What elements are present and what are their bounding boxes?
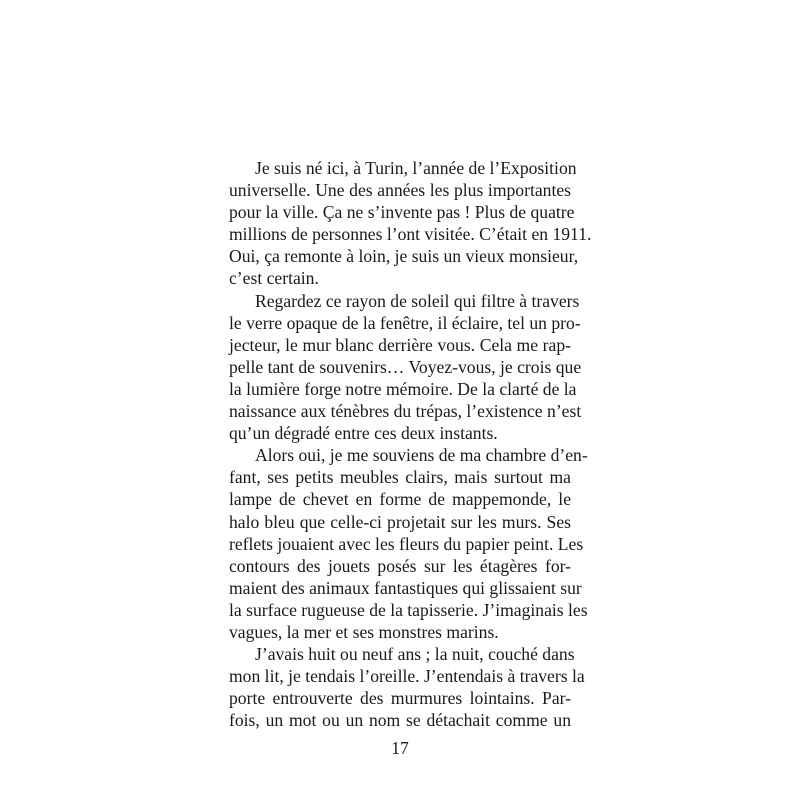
text-line: millions de personnes l’ont visitée. C’était en 1911.	[229, 224, 592, 245]
text-line: maient des animaux fantastiques qui glissaient sur	[229, 577, 582, 598]
text-line: naissance aux ténèbres du trépas, l’existence n’est	[229, 401, 582, 422]
text-line: universelle. Une des années les plus importantes	[229, 180, 571, 201]
text-line: fant, ses petits meubles clairs, mais surtout ma	[229, 467, 571, 488]
text-line: lampe de chevet en forme de mappemonde, le	[229, 489, 571, 510]
text-line: pelle tant de souvenirs… Voyez-vous, je crois que	[229, 356, 582, 377]
text-line: Alors oui, je me souviens de ma chambre d’en-	[255, 445, 588, 466]
paragraph-2	[229, 290, 582, 445]
text-line: reflets jouaient avec les fleurs du papier peint. Les	[229, 533, 584, 554]
text-line: la lumière forge notre mémoire. De la clarté de la	[229, 378, 577, 399]
text-line: Je suis né ici, à Turin, l’année de l’Exposition	[255, 158, 577, 178]
body-text	[229, 157, 592, 731]
text-line: qu’un dégradé entre ces deux instants.	[229, 423, 498, 444]
paragraph-1	[229, 157, 592, 290]
text-line: pour la ville. Ça ne s’invente pas ! Plus de quatre	[229, 202, 575, 223]
paragraph-4	[229, 643, 585, 731]
text-line: J’avais huit ou neuf ans ; la nuit, couché dans	[255, 644, 575, 665]
text-line: mon lit, je tendais l’oreille. J’entendais à travers la	[229, 666, 585, 687]
text-line: vagues, la mer et ses monstres marins.	[229, 621, 499, 642]
text-line: jecteur, le mur blanc derrière vous. Cela me rap-	[229, 334, 571, 355]
text-line: porte entrouverte des murmures lointains. Par-	[229, 688, 571, 709]
text-line: la surface rugueuse de la tapisserie. J’imaginais les	[229, 599, 588, 620]
text-line: fois, un mot ou un nom se détachait comme un	[229, 710, 571, 731]
text-line: contours des jouets posés sur les étagères for-	[229, 555, 571, 576]
text-line: Oui, ça remonte à loin, je suis un vieux monsieur,	[229, 246, 579, 267]
text-line: Regardez ce rayon de soleil qui filtre à travers	[255, 290, 580, 311]
text-line: le verre opaque de la fenêtre, il éclaire, tel un pro-	[229, 312, 581, 333]
paragraph-3	[229, 444, 588, 643]
page-number: 17	[391, 738, 409, 758]
text-line: c’est certain.	[229, 268, 319, 289]
text-line: halo bleu que celle-ci projetait sur les murs. Ses	[229, 511, 571, 532]
